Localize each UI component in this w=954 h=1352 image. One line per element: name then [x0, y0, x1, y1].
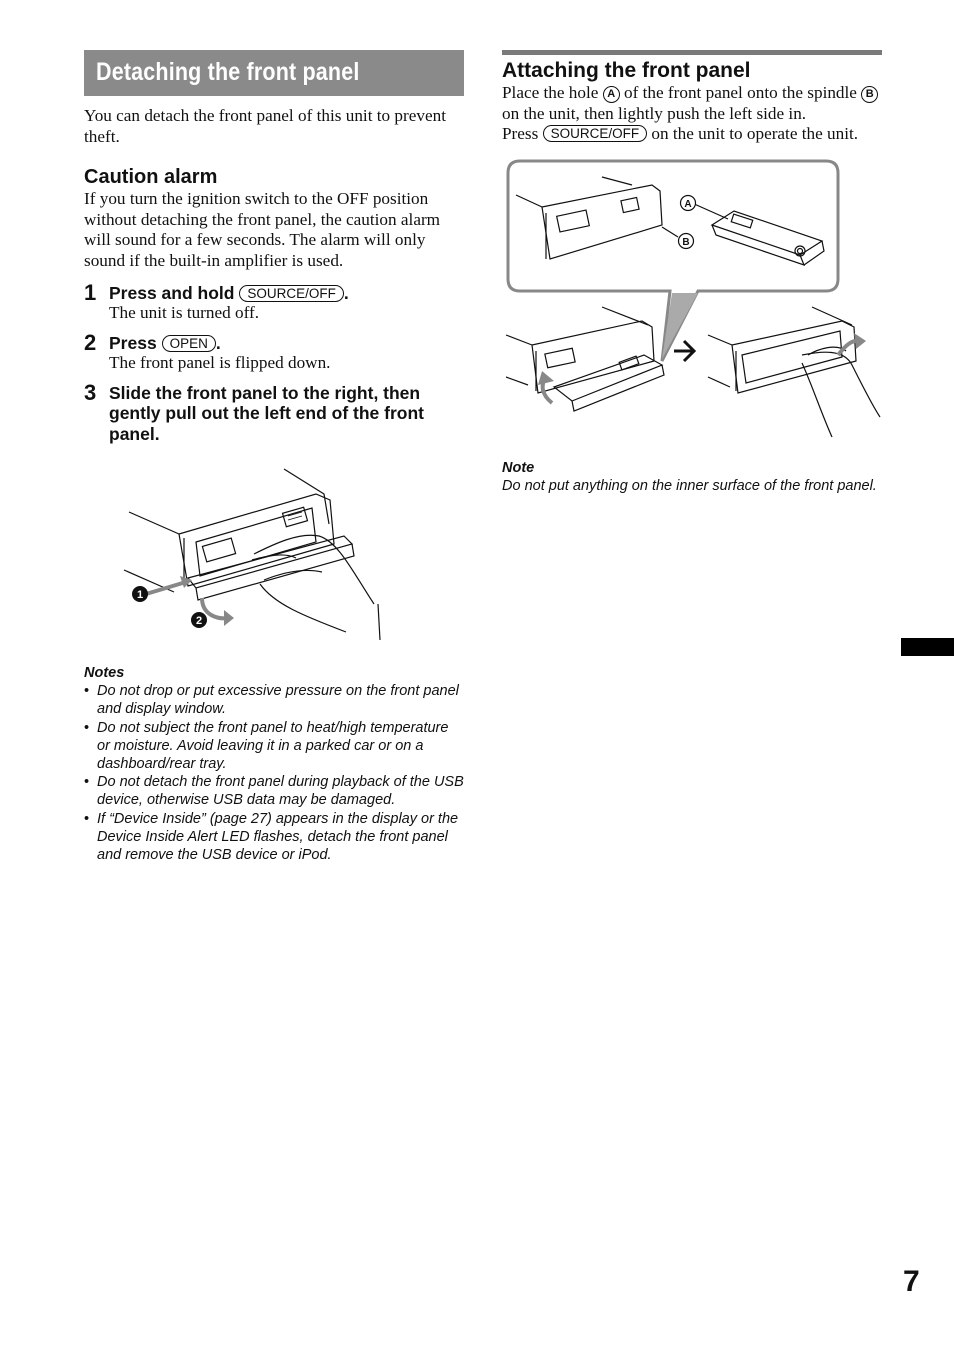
- step-suffix: .: [343, 282, 349, 303]
- step-desc: The front panel is flipped down.: [109, 353, 331, 373]
- open-key: OPEN: [162, 335, 216, 352]
- step-number: 3: [84, 379, 97, 405]
- notes-block: [84, 664, 464, 864]
- attach-heading: Attaching the front panel: [502, 59, 751, 82]
- attach-para-2: [502, 124, 882, 145]
- label-b: B: [682, 236, 690, 248]
- section-tab: [901, 638, 954, 656]
- section-title-bar: [84, 50, 464, 96]
- note-text: Do not put anything on the inner surface of the front panel.: [502, 477, 877, 494]
- step-desc: The unit is turned off.: [109, 303, 260, 323]
- spindle-b-marker: B: [861, 86, 878, 103]
- step-label: Press: [109, 332, 157, 353]
- page-number: 7: [903, 1265, 920, 1298]
- left-column: [84, 50, 464, 864]
- marker-2: 2: [195, 615, 203, 628]
- source-off-key: SOURCE/OFF: [239, 285, 344, 302]
- detach-figure: [84, 464, 384, 644]
- attach-figure: [502, 155, 882, 445]
- note-item: • If “Device Inside” (page 27) appears in the display or the Device Inside Alert LED flashes, detach the front panel and remove the USB device or iPod.: [84, 810, 464, 865]
- notes-heading: Notes: [84, 665, 125, 682]
- section-rule: [502, 50, 882, 55]
- step-1: [84, 279, 464, 324]
- note-item: • Do not drop or put excessive pressure on the front panel and display window.: [84, 682, 464, 718]
- intro-text: You can detach the front panel of this unit to prevent theft.: [84, 106, 446, 146]
- right-column: [502, 50, 882, 495]
- attach-para-1: [502, 83, 882, 124]
- note-item: • Do not detach the front panel during playback of the USB device, otherwise USB data may be damaged.: [84, 773, 464, 809]
- hole-a-marker: A: [603, 86, 620, 103]
- text-run: on the unit to operate the unit.: [651, 124, 859, 144]
- caution-heading: Caution alarm: [84, 166, 218, 189]
- step-2: [84, 329, 464, 374]
- notes-list: [84, 682, 464, 864]
- text-run: of the front panel onto the spindle: [624, 83, 857, 102]
- caution-text: If you turn the ignition switch to the OFF position without detaching the front panel, the caution alarm will sound for a few seconds. The alarm will only sound if the built-in amplifier is used.: [84, 189, 441, 270]
- step-3: [84, 379, 464, 445]
- source-off-key: SOURCE/OFF: [543, 125, 648, 142]
- step-suffix: .: [215, 332, 221, 353]
- marker-1: 1: [136, 589, 144, 602]
- label-a: A: [684, 198, 692, 210]
- note-block: [502, 459, 882, 495]
- text-run: Press: [502, 124, 539, 144]
- step-label: Slide the front panel to the right, then gently pull out the left end of the front panel.: [109, 382, 424, 444]
- step-label: Press and hold: [109, 282, 235, 303]
- step-number: 2: [84, 329, 97, 355]
- note-item: • Do not subject the front panel to heat/high temperature or moisture. Avoid leaving it in a parked car or on a dashboard/rear tray.: [84, 719, 464, 774]
- detach-illustration: [84, 464, 464, 644]
- section-title: Detaching the front panel: [96, 58, 360, 86]
- attach-illustration: [502, 155, 882, 445]
- text-run: Place the hole: [502, 83, 599, 102]
- text-run: on the unit, then lightly push the left side in.: [502, 103, 807, 123]
- note-heading: Note: [502, 459, 535, 476]
- step-number: 1: [84, 279, 97, 305]
